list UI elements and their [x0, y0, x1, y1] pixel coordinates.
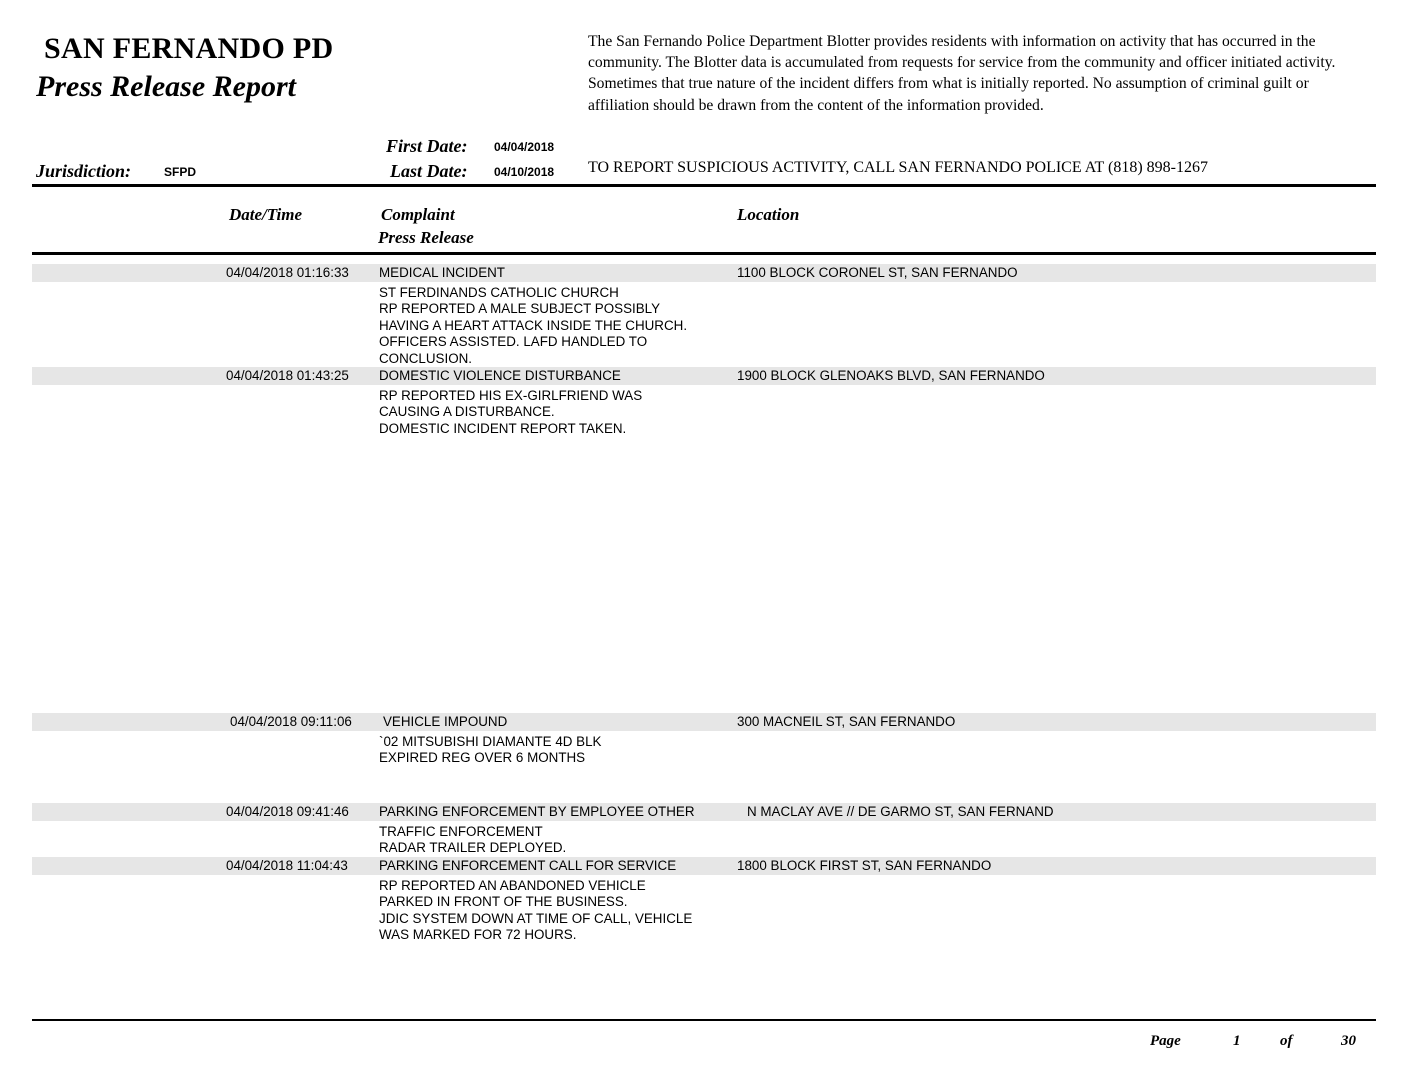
of-label: of [1280, 1033, 1293, 1049]
record-datetime: 04/04/2018 09:11:06 [230, 714, 352, 729]
column-header-location: Location [737, 205, 800, 224]
record-complaint: PARKING ENFORCEMENT CALL FOR SERVICE [379, 858, 677, 873]
agency-name: SAN FERNANDO PD [44, 32, 334, 65]
record-complaint: VEHICLE IMPOUND [383, 714, 508, 729]
last-date-label: Last Date: [390, 161, 468, 181]
record-datetime: 04/04/2018 09:41:46 [226, 804, 349, 819]
record-datetime: 04/04/2018 01:16:33 [226, 265, 349, 280]
record-complaint: MEDICAL INCIDENT [379, 265, 505, 280]
column-header-complaint: Complaint [381, 205, 455, 224]
record-location: N MACLAY AVE // DE GARMO ST, SAN FERNAND [747, 804, 1054, 819]
report-title: Press Release Report [36, 70, 296, 103]
column-header-rule [32, 252, 1376, 255]
record-location: 1100 BLOCK CORONEL ST, SAN FERNANDO [737, 265, 1018, 280]
last-date-value: 04/10/2018 [494, 165, 555, 179]
footer-rule [32, 1019, 1376, 1021]
jurisdiction-label: Jurisdiction: [36, 161, 132, 181]
first-date-value: 04/04/2018 [494, 140, 555, 154]
record-press-release: ST FERDINANDS CATHOLIC CHURCH RP REPORTED A MALE SUBJECT POSSIBLY HAVING A HEART ATTACK INSIDE THE CHURCH. OFFICERS ASSISTED. LAFD HANDLED TO CONCLUSION. [379, 285, 688, 366]
record-press-release: TRAFFIC ENFORCEMENT RADAR TRAILER DEPLOYED. [379, 824, 567, 856]
page-number: 1 [1233, 1033, 1241, 1049]
jurisdiction-value: SFPD [164, 165, 197, 179]
record-complaint: PARKING ENFORCEMENT BY EMPLOYEE OTHER [379, 804, 695, 819]
column-header-press-release: Press Release [378, 228, 474, 247]
column-header-datetime: Date/Time [229, 205, 303, 224]
record-location: 300 MACNEIL ST, SAN FERNANDO [737, 714, 956, 729]
record-datetime: 04/04/2018 01:43:25 [226, 368, 349, 383]
first-date-label: First Date: [386, 136, 468, 156]
record-datetime: 04/04/2018 11:04:43 [226, 858, 348, 873]
record-location: 1900 BLOCK GLENOAKS BLVD, SAN FERNANDO [737, 368, 1045, 383]
record-press-release: RP REPORTED HIS EX-GIRLFRIEND WAS CAUSING A DISTURBANCE. DOMESTIC INCIDENT REPORT TAKEN. [379, 388, 643, 436]
page-label: Page [1150, 1033, 1181, 1049]
record-location: 1800 BLOCK FIRST ST, SAN FERNANDO [737, 858, 992, 873]
report-notice: TO REPORT SUSPICIOUS ACTIVITY, CALL SAN FERNANDO POLICE AT (818) 898-1267 [588, 159, 1208, 176]
header-rule [32, 184, 1376, 187]
intro-paragraph: The San Fernando Police Department Blotter provides residents with information on activity that has occurred in the community. The Blotter data is accumulated from requests for service from the community and officer initiated activity. Sometimes that true nature of the incident differs from what is initially reported. No assumption of criminal guilt or affiliation should be drawn from the content of the information provided. [588, 33, 1336, 114]
record-press-release: RP REPORTED AN ABANDONED VEHICLE PARKED IN FRONT OF THE BUSINESS. JDIC SYSTEM DOWN AT TIME OF CALL, VEHICLE WAS MARKED FOR 72 HOURS. [379, 878, 693, 943]
record-press-release: `02 MITSUBISHI DIAMANTE 4D BLK EXPIRED REG OVER 6 MONTHS [379, 734, 602, 766]
page-total: 30 [1341, 1033, 1356, 1049]
record-complaint: DOMESTIC VIOLENCE DISTURBANCE [379, 368, 621, 383]
